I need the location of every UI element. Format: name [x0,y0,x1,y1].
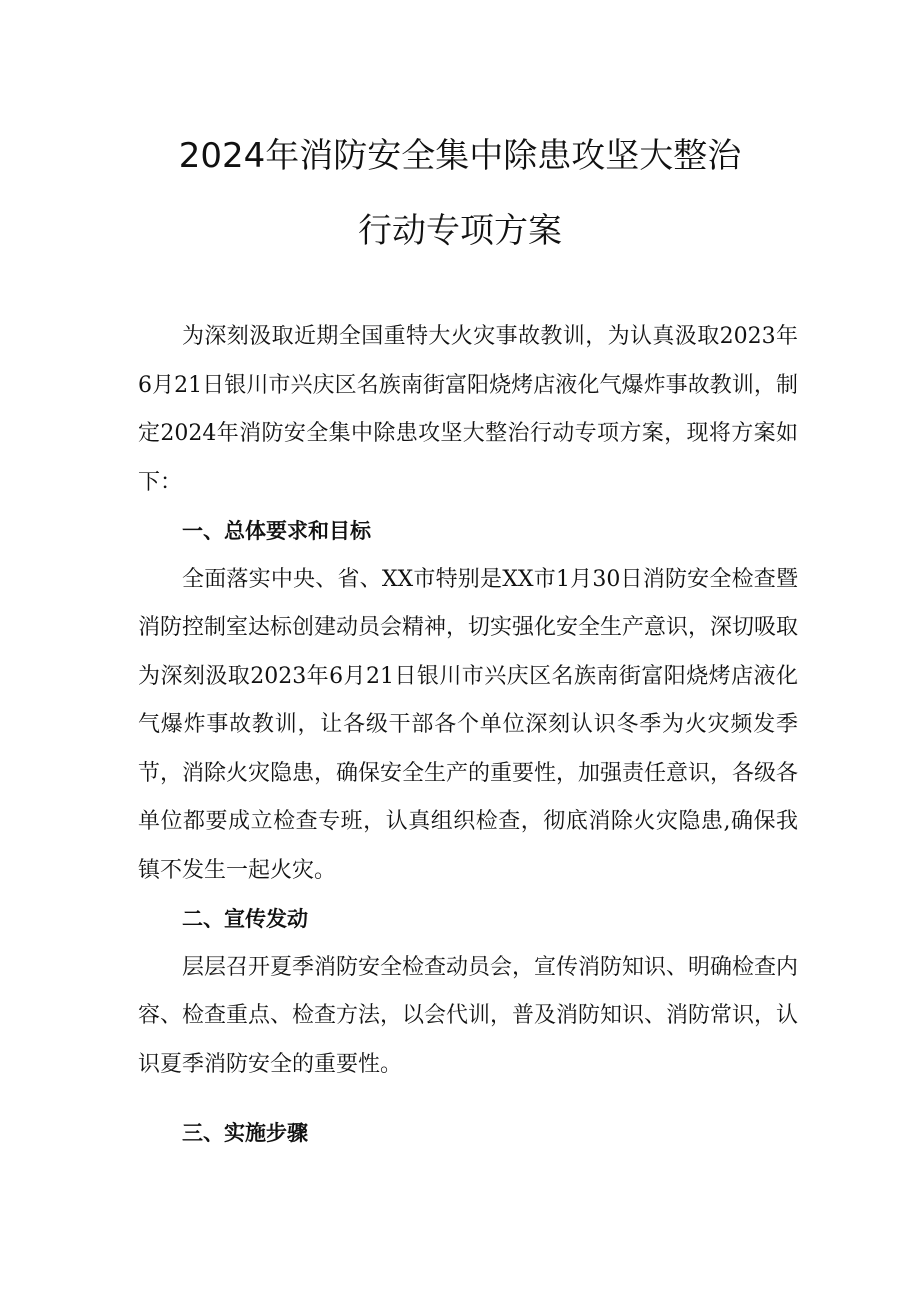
section-1-heading: 一、总体要求和目标 [182,519,371,543]
section-3-heading: 三、实施步骤 [182,1121,308,1145]
document-title-line-2: 行动专项方案 [358,211,562,251]
section-2-heading: 二、宣传发动 [182,907,308,931]
section-2-paragraph: 层层召开夏季消防安全检查动员会，宣传消防知识、明确检查内容、检查重点、检查方法，以会代训，普及消防知识、消防常识，认识夏季消防安全的重要性。 [138,954,799,1077]
section-1-paragraph: 全面落实中央、省、XX市特别是XX市1月30日消防安全检查暨消防控制室达标创建动员会精神，切实强化安全生产意识，深切吸取为深刻汲取2023年6月21日银川市兴庆区名族南街富阳烧烤店液化气爆炸事故教训，让各级干部各个单位深刻认识冬季为火灾频发季节，消除火灾隐患，确保安全生产的重要性，加强责任意识，各级各单位都要成立检查专班，认真组织检查，彻底消除火灾隐患,确保我镇不发生一起火灾。 [138,566,799,883]
document-title-line-1: 2024年消防安全集中除患攻坚大整治 [178,136,742,176]
document-body [138,313,798,1158]
intro-paragraph: 为深刻汲取近期全国重特大火灾事故教训，为认真汲取2023年6月21日银川市兴庆区名族南街富阳烧烤店液化气爆炸事故教训，制定2024年消防安全集中除患攻坚大整治行动专项方案，现将方案如下： [138,324,798,495]
